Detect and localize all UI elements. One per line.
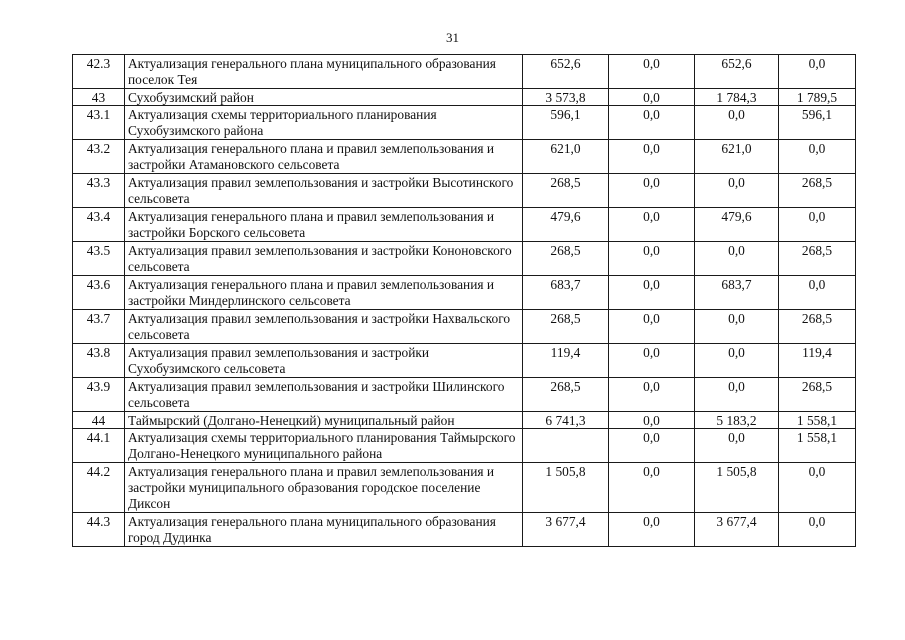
row-value-1: 621,0	[523, 140, 609, 174]
row-value-3: 0,0	[695, 429, 779, 463]
row-number: 44.3	[73, 513, 125, 547]
row-value-3: 1 505,8	[695, 463, 779, 513]
row-number: 43.4	[73, 208, 125, 242]
table-row	[73, 344, 856, 378]
row-value-4: 596,1	[779, 106, 856, 140]
row-value-2: 0,0	[609, 174, 695, 208]
row-number: 44	[73, 412, 125, 429]
row-number: 44.1	[73, 429, 125, 463]
table-row	[73, 89, 856, 106]
row-value-4: 0,0	[779, 55, 856, 89]
row-value-2: 0,0	[609, 208, 695, 242]
row-value-2: 0,0	[609, 106, 695, 140]
table-row	[73, 174, 856, 208]
row-name: Актуализация правил землепользования и застройки Шилинского сельсовета	[125, 378, 523, 412]
row-number: 43.8	[73, 344, 125, 378]
row-value-3: 0,0	[695, 378, 779, 412]
row-value-4: 268,5	[779, 310, 856, 344]
row-value-1: 683,7	[523, 276, 609, 310]
row-value-4: 1 789,5	[779, 89, 856, 106]
row-name: Актуализация схемы территориального планирования Таймырского Долгано-Ненецкого муниципального района	[125, 429, 523, 463]
row-number: 43	[73, 89, 125, 106]
row-number: 43.5	[73, 242, 125, 276]
row-name: Актуализация генерального плана и правил землепользования и застройки Миндерлинского сельсовета	[125, 276, 523, 310]
table-body	[73, 55, 856, 547]
row-number: 42.3	[73, 55, 125, 89]
table-row	[73, 429, 856, 463]
row-value-3: 0,0	[695, 242, 779, 276]
row-value-4: 268,5	[779, 242, 856, 276]
table-row	[73, 55, 856, 89]
row-name: Актуализация генерального плана и правил землепользования и застройки Борского сельсовета	[125, 208, 523, 242]
row-value-1: 268,5	[523, 378, 609, 412]
row-value-3: 683,7	[695, 276, 779, 310]
table-row	[73, 310, 856, 344]
row-value-1	[523, 429, 609, 463]
row-number: 43.1	[73, 106, 125, 140]
table-row	[73, 463, 856, 513]
row-name: Актуализация правил землепользования и застройки Высотинского сельсовета	[125, 174, 523, 208]
row-number: 44.2	[73, 463, 125, 513]
table-row	[73, 513, 856, 547]
row-name: Актуализация генерального плана и правил землепользования и застройки Атамановского сельсовета	[125, 140, 523, 174]
row-number: 43.3	[73, 174, 125, 208]
row-value-1: 268,5	[523, 242, 609, 276]
row-name: Сухобузимский район	[125, 89, 523, 106]
row-name: Таймырский (Долгано-Ненецкий) муниципальный район	[125, 412, 523, 429]
row-value-4: 119,4	[779, 344, 856, 378]
row-value-4: 0,0	[779, 513, 856, 547]
row-value-4: 1 558,1	[779, 412, 856, 429]
table-row	[73, 208, 856, 242]
row-value-1: 3 677,4	[523, 513, 609, 547]
row-value-2: 0,0	[609, 242, 695, 276]
row-value-1: 268,5	[523, 310, 609, 344]
row-name: Актуализация генерального плана и правил землепользования и застройки муниципального образования городское поселение Диксон	[125, 463, 523, 513]
budget-table	[72, 54, 856, 547]
row-value-2: 0,0	[609, 140, 695, 174]
row-value-2: 0,0	[609, 429, 695, 463]
row-value-2: 0,0	[609, 344, 695, 378]
row-name: Актуализация схемы территориального планирования Сухобузимского района	[125, 106, 523, 140]
row-value-2: 0,0	[609, 513, 695, 547]
table-row	[73, 242, 856, 276]
row-name: Актуализация правил землепользования и застройки Кононовского сельсовета	[125, 242, 523, 276]
row-value-2: 0,0	[609, 89, 695, 106]
row-value-1: 1 505,8	[523, 463, 609, 513]
table-row	[73, 412, 856, 429]
row-value-3: 652,6	[695, 55, 779, 89]
row-value-2: 0,0	[609, 310, 695, 344]
row-value-3: 0,0	[695, 174, 779, 208]
row-value-2: 0,0	[609, 276, 695, 310]
row-value-1: 596,1	[523, 106, 609, 140]
row-number: 43.2	[73, 140, 125, 174]
row-value-4: 0,0	[779, 276, 856, 310]
row-value-2: 0,0	[609, 378, 695, 412]
row-value-2: 0,0	[609, 55, 695, 89]
row-value-2: 0,0	[609, 463, 695, 513]
table-row	[73, 140, 856, 174]
row-value-4: 0,0	[779, 463, 856, 513]
row-value-1: 3 573,8	[523, 89, 609, 106]
row-value-3: 5 183,2	[695, 412, 779, 429]
row-value-4: 0,0	[779, 208, 856, 242]
row-value-4: 268,5	[779, 174, 856, 208]
row-number: 43.9	[73, 378, 125, 412]
row-number: 43.7	[73, 310, 125, 344]
row-value-3: 621,0	[695, 140, 779, 174]
row-value-1: 652,6	[523, 55, 609, 89]
row-value-1: 479,6	[523, 208, 609, 242]
row-value-4: 1 558,1	[779, 429, 856, 463]
row-value-3: 3 677,4	[695, 513, 779, 547]
row-name: Актуализация генерального плана муниципального образования город Дудинка	[125, 513, 523, 547]
row-name: Актуализация правил землепользования и застройки Сухобузимского сельсовета	[125, 344, 523, 378]
row-value-1: 119,4	[523, 344, 609, 378]
row-value-1: 6 741,3	[523, 412, 609, 429]
row-value-1: 268,5	[523, 174, 609, 208]
row-name: Актуализация правил землепользования и застройки Нахвальского сельсовета	[125, 310, 523, 344]
row-value-3: 479,6	[695, 208, 779, 242]
row-number: 43.6	[73, 276, 125, 310]
row-value-3: 0,0	[695, 344, 779, 378]
page-number: 31	[446, 30, 459, 45]
row-value-2: 0,0	[609, 412, 695, 429]
row-name: Актуализация генерального плана муниципального образования поселок Тея	[125, 55, 523, 89]
row-value-3: 1 784,3	[695, 89, 779, 106]
row-value-3: 0,0	[695, 106, 779, 140]
row-value-4: 268,5	[779, 378, 856, 412]
table-row	[73, 106, 856, 140]
table-row	[73, 276, 856, 310]
row-value-4: 0,0	[779, 140, 856, 174]
row-value-3: 0,0	[695, 310, 779, 344]
table-row	[73, 378, 856, 412]
